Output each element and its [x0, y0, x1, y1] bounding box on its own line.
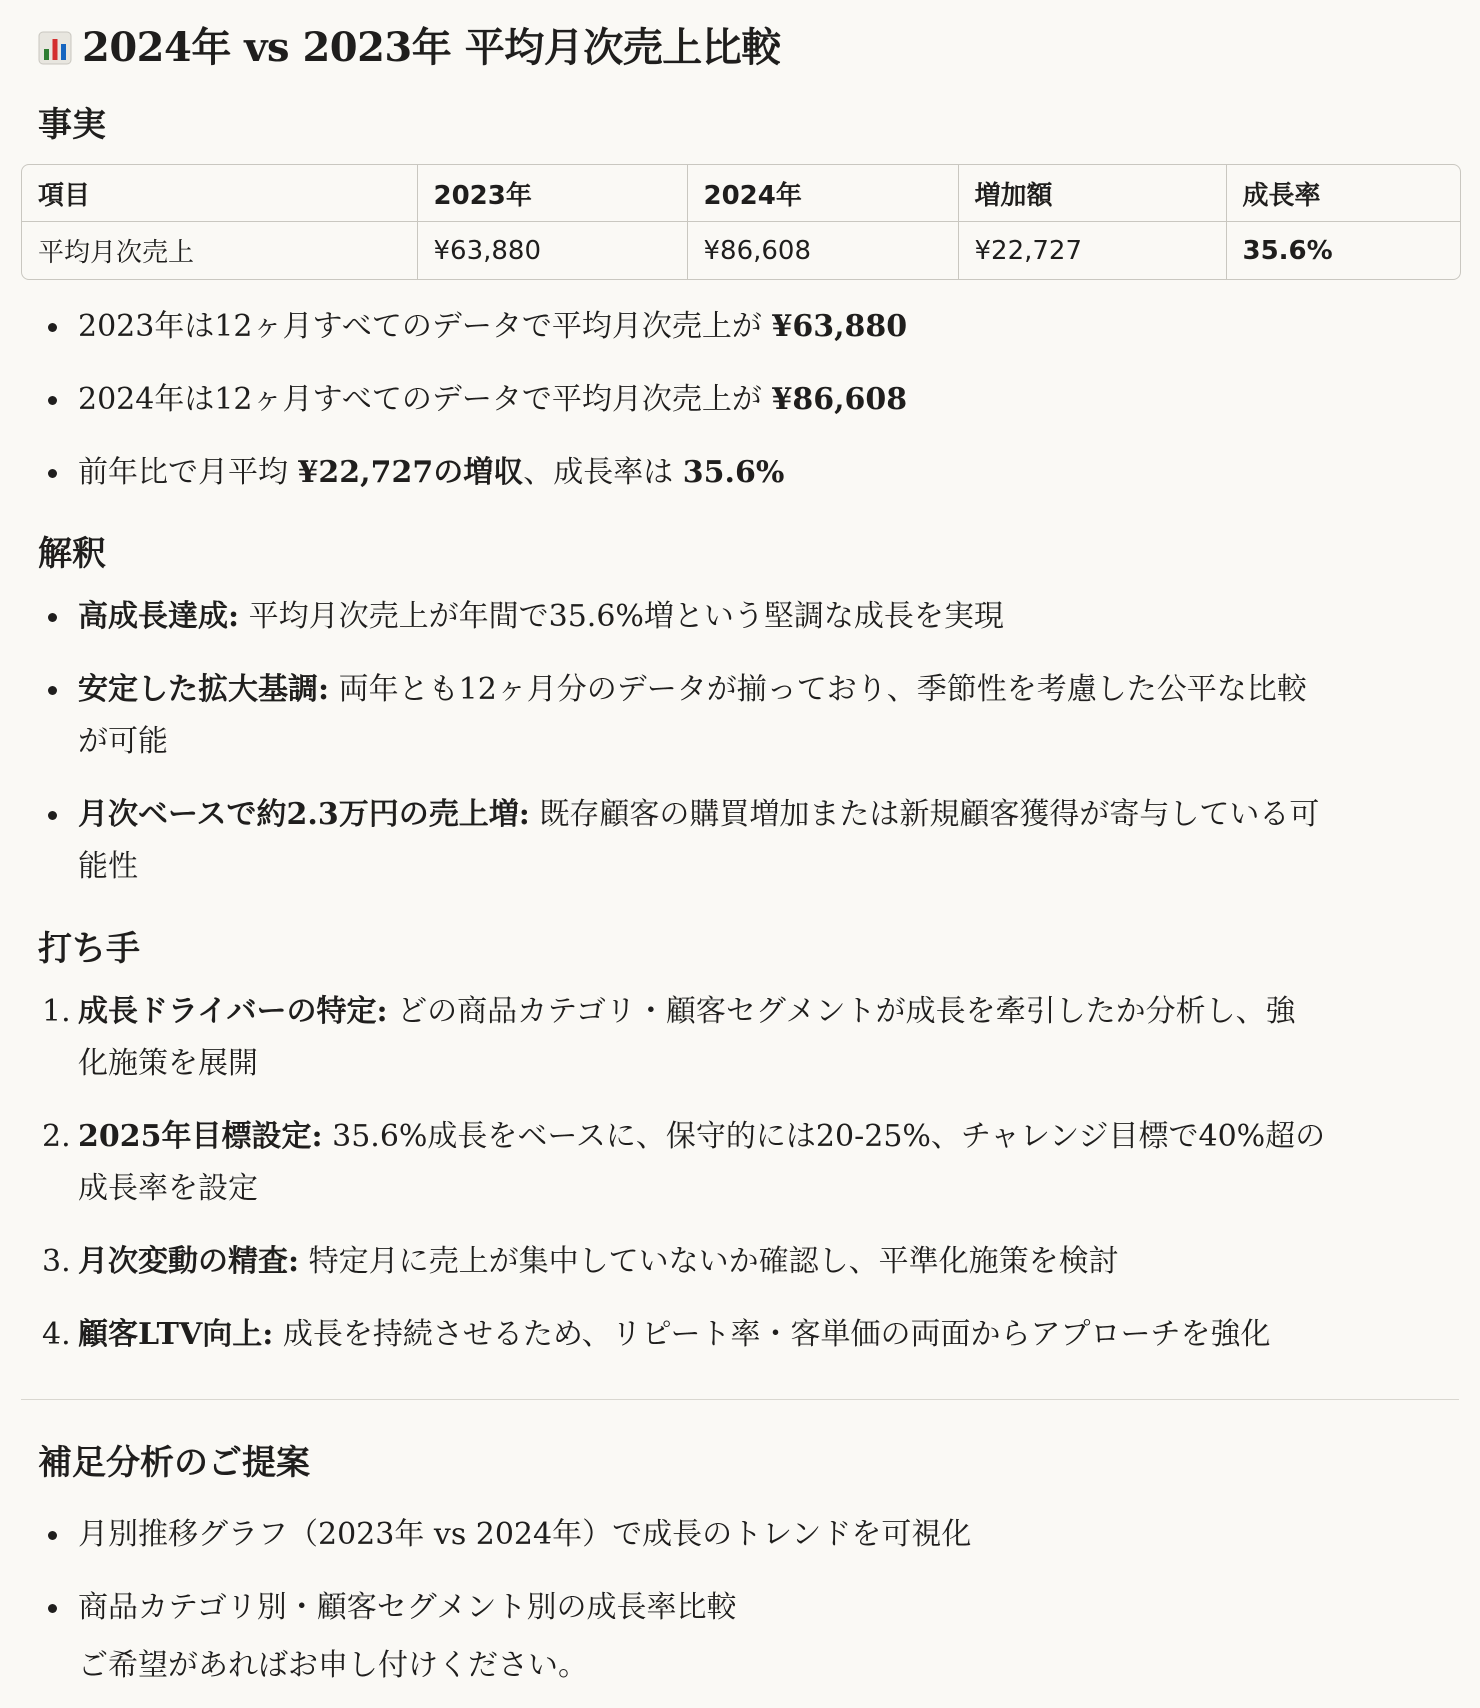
facts-heading: 事実 [38, 105, 106, 145]
table-cell: ¥86,608 [687, 222, 958, 280]
table-cell: 35.6% [1226, 222, 1460, 280]
actions-heading: 打ち手 [38, 929, 140, 969]
facts-list [0, 301, 1480, 499]
list-item: 3. 月次変動の精査: 特定月に売上が集中していないか確認し、平準化施策を検討 [42, 1244, 1119, 1279]
list-item: 商品カテゴリ別・顧客セグメント別の成長率比較 [0, 1582, 1480, 1634]
page-title-text: 2024年 vs 2023年 平均月次売上比較 [82, 24, 781, 71]
actions-list [0, 986, 1480, 1361]
table-header-cell: 2023年 [417, 165, 687, 222]
section-divider [21, 1399, 1459, 1400]
table-cell: 平均月次売上 [22, 222, 417, 280]
list-item: 月別推移グラフ（2023年 vs 2024年）で成長のトレンドを可視化 [0, 1509, 1480, 1561]
list-item: 安定した拡大基調: 両年とも12ヶ月分のデータが揃っており、季節性を考慮した公平な比較 が可能 [0, 664, 1480, 768]
list-item: 4. 顧客LTV向上: 成長を持続させるため、リピート率・客単価の両面からアプローチを強化 [42, 1317, 1271, 1352]
supplement-list [0, 1509, 1480, 1634]
bar-chart-icon [38, 31, 72, 65]
table-header-row [22, 165, 1460, 222]
bullet-dot [48, 469, 57, 478]
page-title [38, 18, 781, 78]
bullet-dot [48, 811, 57, 820]
facts-table [21, 164, 1461, 280]
list-item: 高成長達成: 平均月次売上が年間で35.6%増という堅調な成長を実現 [0, 591, 1480, 643]
bullet-dot [48, 613, 57, 622]
supplement-heading: 補足分析のご提案 [38, 1443, 310, 1483]
list-item: 1. 成長ドライバーの特定: どの商品カテゴリ・顧客セグメントが成長を牽引したか分析し、強 化施策を展開 [42, 994, 1296, 1081]
table-header-cell: 増加額 [958, 165, 1226, 222]
table-header-cell: 成長率 [1226, 165, 1460, 222]
bullet-dot [48, 1531, 57, 1540]
list-item: 2024年は12ヶ月すべてのデータで平均月次売上が ¥86,608 [0, 374, 1480, 426]
bullet-dot [48, 686, 57, 695]
interpretation-heading: 解釈 [38, 534, 106, 574]
table-header-cell: 2024年 [687, 165, 958, 222]
list-item: 前年比で月平均 ¥22,727の増収、成長率は 35.6% [0, 447, 1480, 499]
list-item: 2023年は12ヶ月すべてのデータで平均月次売上が ¥63,880 [0, 301, 1480, 353]
table-cell: ¥22,727 [958, 222, 1226, 280]
table-row [22, 222, 1460, 280]
bullet-dot [48, 396, 57, 405]
table-header-cell: 項目 [22, 165, 417, 222]
table-cell: ¥63,880 [417, 222, 687, 280]
closing-text: ご希望があればお申し付けください。 [78, 1648, 588, 1683]
bullet-dot [48, 1604, 57, 1613]
bullet-dot [48, 323, 57, 332]
list-item: 2. 2025年目標設定: 35.6%成長をベースに、保守的には20-25%、チャレンジ目標で40%超の 成長率を設定 [42, 1119, 1326, 1206]
interpretation-list [0, 591, 1480, 893]
list-item: 月次ベースで約2.3万円の売上増: 既存顧客の購買増加または新規顧客獲得が寄与している可 能性 [0, 789, 1480, 893]
